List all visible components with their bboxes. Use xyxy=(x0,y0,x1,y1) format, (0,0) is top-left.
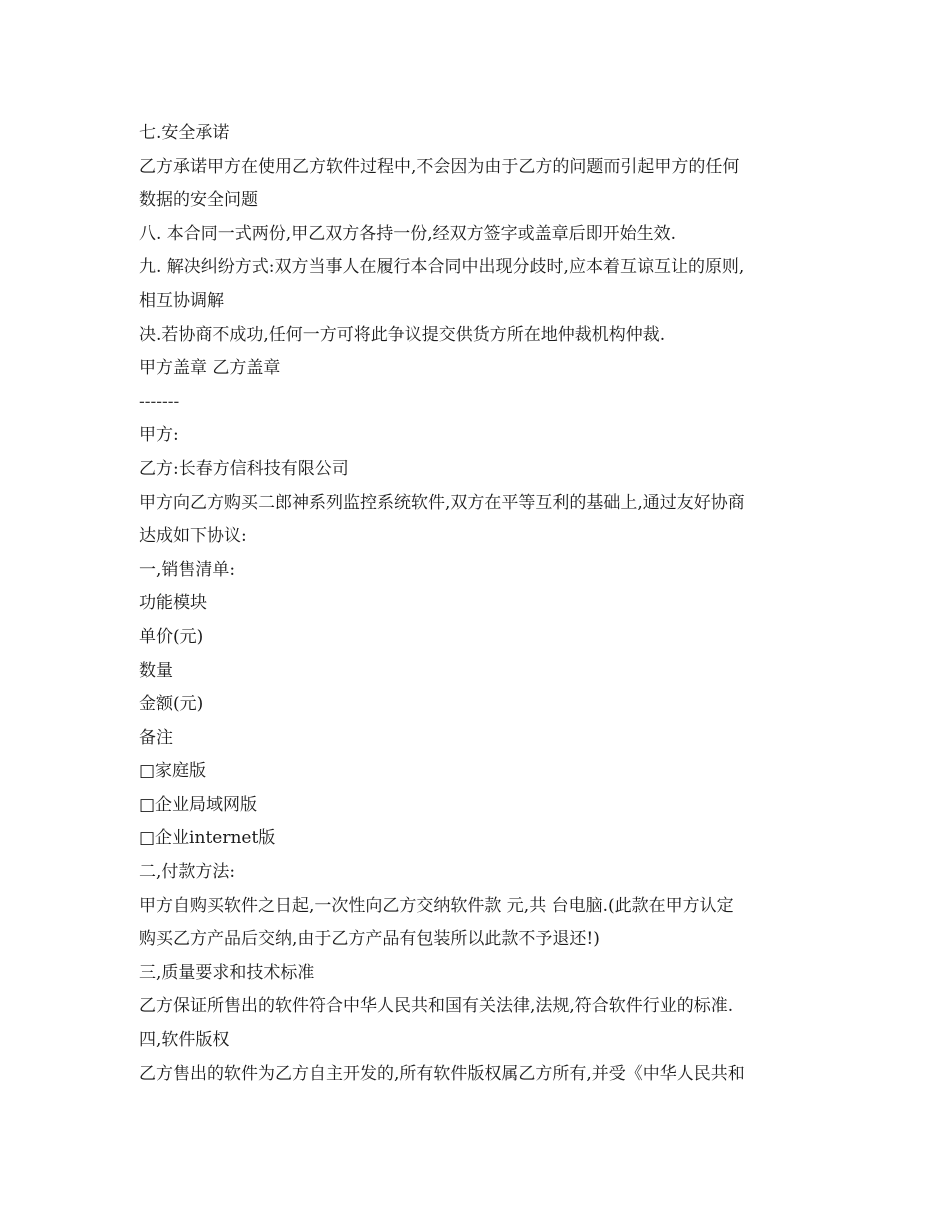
paragraph-line: 达成如下协议: xyxy=(139,526,247,547)
list-header-remark: 备注 xyxy=(139,727,173,748)
list-item: □家庭版 xyxy=(139,761,207,782)
list-item: □企业internet版 xyxy=(139,828,276,849)
party-a-label: 甲方: xyxy=(139,425,179,446)
clause-copies: 八. 本合同一式两份,甲乙双方各持一份,经双方签字或盖章后即开始生效. xyxy=(139,223,677,244)
section-heading-sales-list: 一,销售清单: xyxy=(139,559,236,580)
paragraph-line: 甲方自购买软件之日起,一次性向乙方交纳软件款 元,共 台电脑.(此款在甲方认定 xyxy=(139,895,734,916)
paragraph-line: 乙方售出的软件为乙方自主开发的,所有软件版权属乙方所有,并受《中华人民共和 xyxy=(139,1063,745,1084)
paragraph-line: 乙方承诺甲方在使用乙方软件过程中,不会因为由于乙方的问题而引起甲方的任何 xyxy=(139,156,740,177)
paragraph-line: 相互协调解 xyxy=(139,290,224,311)
list-header-module: 功能模块 xyxy=(139,593,207,614)
paragraph-line: 数据的安全问题 xyxy=(139,190,258,211)
list-header-unit-price: 单价(元) xyxy=(139,626,204,647)
party-b-label: 乙方:长春方信科技有限公司 xyxy=(139,458,349,479)
paragraph-line: 决.若协商不成功,任何一方可将此争议提交供货方所在地仲裁机构仲裁. xyxy=(139,324,666,345)
paragraph-line: 购买乙方产品后交纳,由于乙方产品有包装所以此款不予退还!) xyxy=(139,929,600,950)
paragraph-line: 乙方保证所售出的软件符合中华人民共和国有关法律,法规,符合软件行业的标准. xyxy=(139,996,734,1017)
list-header-quantity: 数量 xyxy=(139,660,173,681)
clause-dispute: 九. 解决纠纷方式:双方当事人在履行本合同中出现分歧时,应本着互谅互让的原则, xyxy=(139,257,745,278)
document-page xyxy=(139,117,829,1091)
list-item: □企业局域网版 xyxy=(139,794,258,815)
list-header-amount: 金额(元) xyxy=(139,694,204,715)
section-heading-quality: 三,质量要求和技术标准 xyxy=(139,962,315,983)
section-heading-copyright: 四,软件版权 xyxy=(139,1030,230,1051)
paragraph-line: 甲方向乙方购买二郎神系列监控系统软件,双方在平等互利的基础上,通过友好协商 xyxy=(139,492,745,513)
section-heading-payment: 二,付款方法: xyxy=(139,862,236,883)
seal-line: 甲方盖章 乙方盖章 xyxy=(139,358,281,379)
separator-line: ------- xyxy=(139,391,180,412)
section-heading-security: 七.安全承诺 xyxy=(139,123,230,143)
